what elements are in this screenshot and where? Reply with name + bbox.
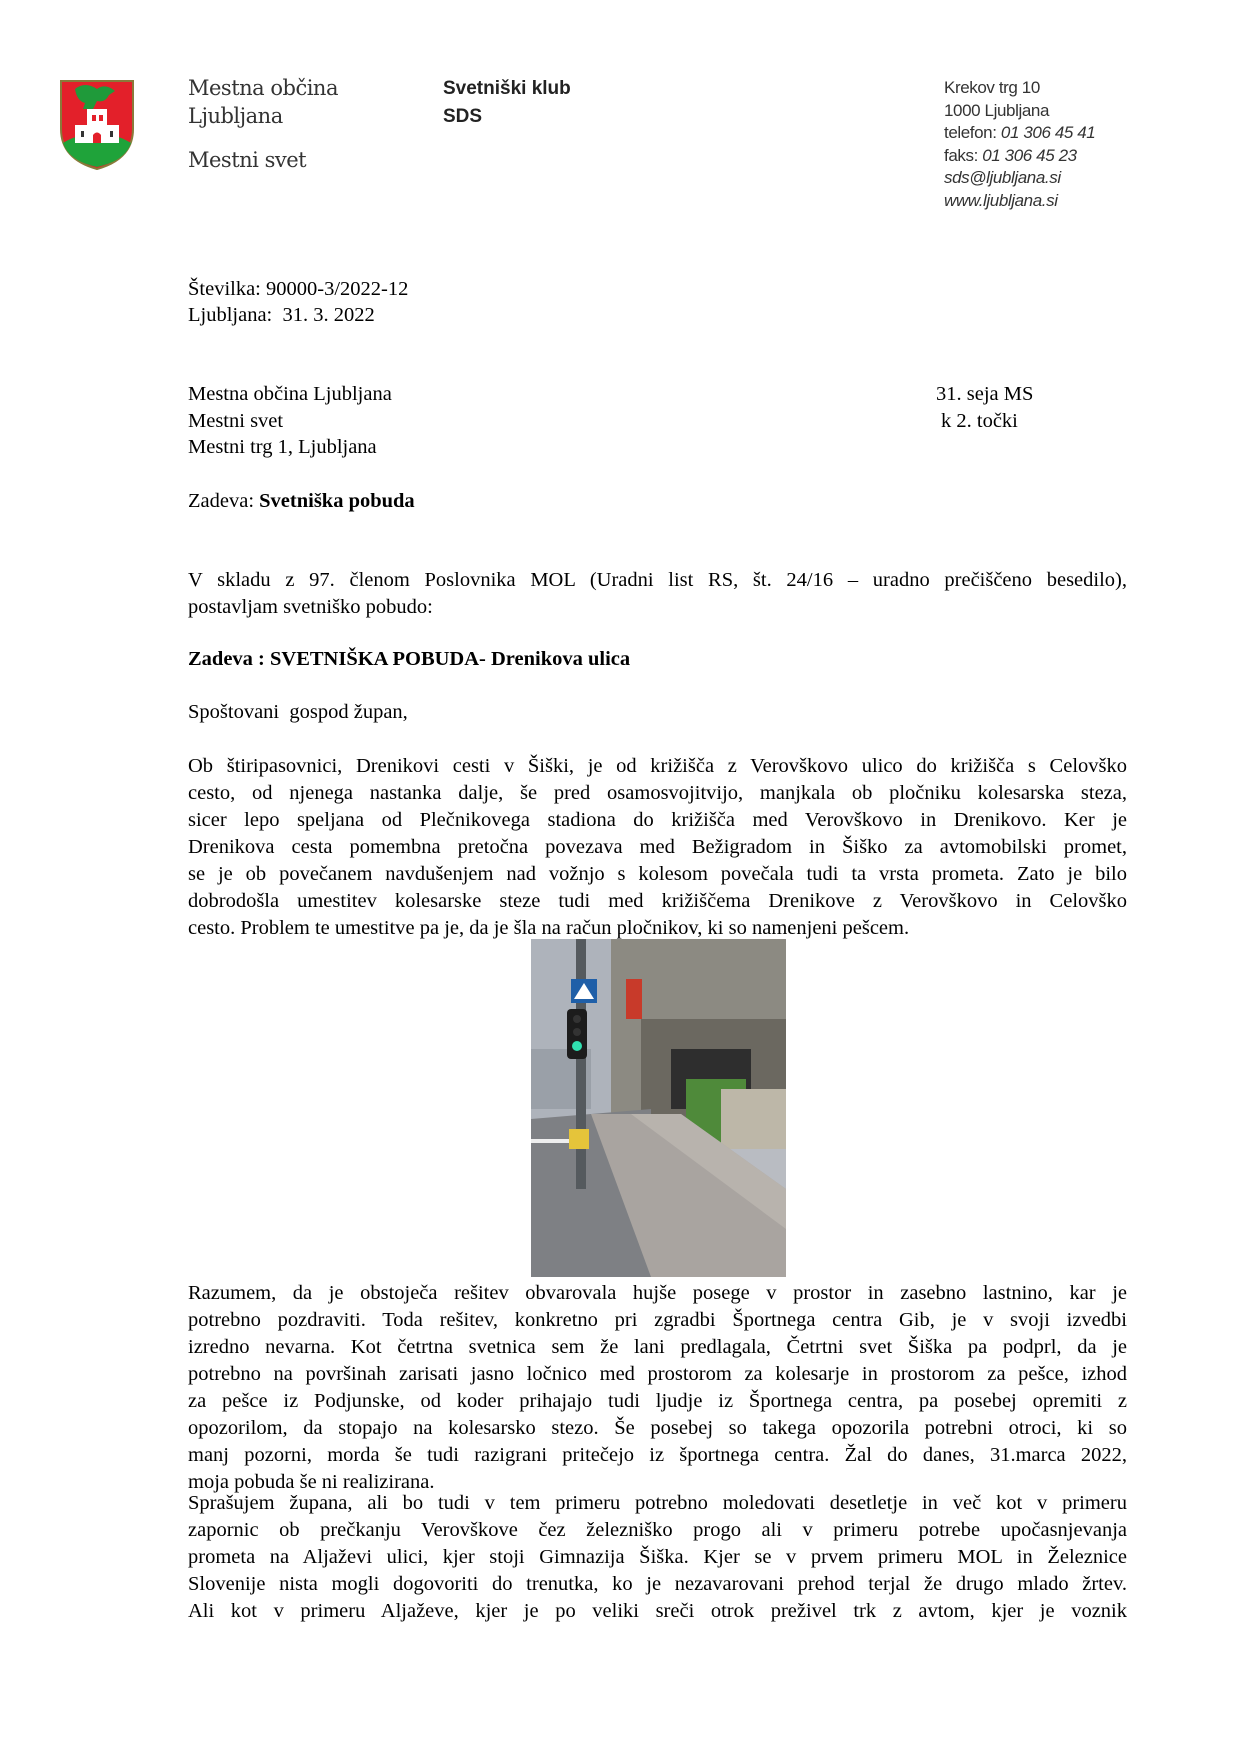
contact-block [944, 77, 1095, 213]
recipient-line2: Mestni svet [188, 410, 284, 432]
contact-address: Krekov trg 10 [944, 78, 1040, 97]
subject-heading: Zadeva : SVETNIŠKA POBUDA- Drenikova ulica [188, 648, 631, 670]
org-name-line2: Ljubljana [188, 104, 283, 128]
club-name: Svetniški klub [443, 78, 571, 99]
recipient-line3: Mestni trg 1, Ljubljana [188, 436, 377, 458]
contact-web[interactable]: www.ljubljana.si [944, 190, 1058, 210]
contact-email[interactable]: sds@ljubljana.si [944, 168, 1061, 188]
org-name-line3: Mestni svet [188, 148, 307, 172]
greeting: Spoštovani gospod župan, [188, 701, 408, 723]
contact-phone: telefon: 01 306 45 41 [944, 123, 1096, 143]
agenda-item: k 2. točki [941, 410, 1018, 432]
ljubljana-coat-of-arms-logo [59, 79, 135, 171]
paragraph-2: Razumem, da je obstoječa rešitev obvarovala hujše posege v prostor in zasebno lastnino, kar je potrebno pozdraviti. Toda rešitev, konkretno pri zgradbi Športnega centra Gib, je v svoji izvedbi izredno nevarna. Kot četrtna svetnica sem že lani predlagala, Četrtni svet Šiška pa podprl, da je potrebno na površinah zarisati jasno ločnico med prostorom za kolesarje in prostorom za pešce, izhod za pešce iz Podjunske, od koder prihajajo tudi ljudje iz Športnega centra, pa posebej opremiti z opozorilom, da stopajo na kolesarsko stezo. Še posebej so takega opozorila potrebni otroci, ki so manj pozorni, morda še tudi razigrani pritečejo iz športnega centra. Žal do danes, 31.marca 2022, moja pobuda še ni realizirana. [188, 1282, 1127, 1493]
contact-city: 1000 Ljubljana [944, 100, 1049, 120]
paragraph-3: Sprašujem župana, ali bo tudi v tem primeru potrebno moledovati desetletje in več kot v primeru zapornic ob prečkanju Verovškove čez železniško progo ali v primeru potrebe upočasnjevanja prometa na Aljaževi ulici, kjer stoji Gimnazija Šiška. Kjer se v prvem primeru MOL in Železnice Slovenije nista mogli dogovoriti do trenutka, ko je nezavarovani prehod terjal že drugo mlado žrtev. Ali kot v primeru Aljaževe, kjer je po veliki sreči otrok preživel trk z avtom, kjer je voznik [188, 1492, 1127, 1622]
document-date: Ljubljana: 31. 3. 2022 [188, 304, 375, 326]
street-photo-traffic-light-bike-lane [531, 939, 786, 1277]
document-number: Številka: 90000-3/2022-12 [188, 278, 409, 300]
subject-line: Zadeva: Svetniška pobuda [188, 490, 415, 512]
intro-paragraph: V skladu z 97. členom Poslovnika MOL (Uradni list RS, št. 24/16 – uradno prečiščeno besedilo), postavljam svetniško pobudo: [188, 569, 1127, 618]
contact-fax: faks: 01 306 45 23 [944, 145, 1077, 165]
recipient-line1: Mestna občina Ljubljana [188, 383, 392, 405]
paragraph-1: Ob štiripasovnici, Drenikovi cesti v Šiški, je od križišča z Verovškovo ulico do križišča s Celovško cesto, od njenega nastanka dalje, še pred osamosvojitvijo, manjkala ob pločniku kolesarska steza, sicer lepo speljana od Plečnikovega stadiona do križišča med Verovškovo in Drenikovo. Ker je Drenikova cesta pomembna pretočna povezava med Bežigradom in Šiško za avtomobilski promet, se je ob povečanem navdušenjem nad vožnjo s kolesom povečala tudi ta vrsta prometa. Zato je bilo dobrodošla umestitev kolesarske steze tudi med križiščema Drenikove z Verovškovo in Celovško cesto. Problem te umestitve pa je, da je šla na račun pločnikov, ki so namenjeni pešcem. [188, 755, 1127, 939]
session-label: 31. seja MS [936, 383, 1034, 405]
club-party: SDS [443, 106, 483, 127]
org-name-line1: Mestna občina [188, 76, 338, 100]
